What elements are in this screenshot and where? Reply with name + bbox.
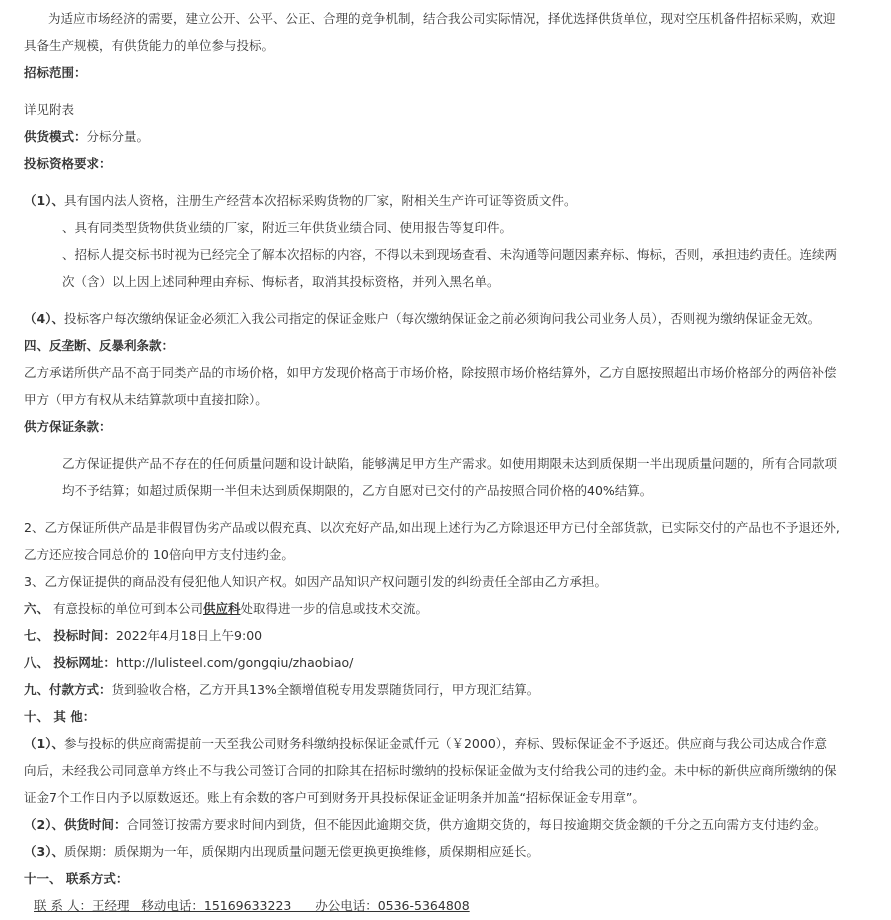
supply-mode-value: 分标分量。 — [86, 129, 150, 144]
section-8-label: 八、 投标网址： — [24, 655, 116, 670]
section-9 — [24, 681, 539, 699]
section-6-text-before: 有意投标的单位可到本公司 — [49, 601, 203, 616]
section-10-heading: 十、 其 他： — [24, 709, 96, 724]
qualification-item-2: 、具有同类型货物供货业绩的厂家，附近三年供货业绩合同、使用报告等复印件。 — [62, 220, 513, 235]
section-10-item-1-line-1 — [24, 735, 827, 753]
section-9-value: 货到验收合格，乙方开具13%全额增值税专用发票随货同行，甲方现汇结算。 — [111, 682, 540, 697]
guarantee-p1-line-2: 均不予结算；如超过质保期一半但未达到质保期限的，乙方自愿对已交付的产品按照合同价格的40%结算。 — [62, 483, 653, 498]
qualification-item-1-number: （1）、 — [24, 193, 64, 208]
anti-monopoly-line-1: 乙方承诺所供产品不高于同类产品的市场价格，如甲方发现价格高于市场价格，除按照市场价格结算外，乙方自愿按照超出市场价格部分的两倍补偿 — [24, 365, 837, 380]
supply-mode-label: 供货模式： — [24, 129, 87, 144]
qualification-item-4-number: （4）、 — [24, 311, 64, 326]
contact-info: 联 系 人：王经理 移动电话：15169633223 办公电话：0536-5364808 — [34, 898, 470, 913]
section-10-item-3-text: 质保期：质保期为一年，质保期内出现质量问题无偿更换更换维修，质保期相应延长。 — [63, 844, 539, 859]
section-10-item-3 — [24, 843, 539, 861]
guarantee-p2-line-2: 乙方还应按合同总价的 10倍向甲方支付违约金。 — [24, 547, 294, 562]
qualification-item-4 — [24, 310, 820, 328]
intro-line-1: 为适应市场经济的需要，建立公开、公平、公正、合理的竞争机制，结合我公司实际情况，择优选择供货单位，现对空压机备件招标采购，欢迎 — [48, 11, 836, 26]
supply-department-link[interactable]: 供应科 — [203, 601, 241, 616]
section-6-text-after: 处取得进一步的信息或技术交流。 — [240, 601, 429, 616]
section-6 — [24, 600, 428, 618]
anti-monopoly-line-2: 甲方（甲方有权从未结算款项中直接扣除）。 — [24, 392, 268, 407]
section-10-item-2 — [24, 816, 826, 834]
qualification-item-4-text: 投标客户每次缴纳保证金必须汇入我公司指定的保证金账户（每次缴纳保证金之前必须询问我公司业务人员），否则视为缴纳保证金无效。 — [63, 311, 821, 326]
section-10-item-1-line-2: 向后，未经我公司同意单方终止不与我公司签订合同的扣除其在招标时缴纳的投标保证金做为支付给我公司的违约金。未中标的新供应商所缴纳的保 — [24, 763, 837, 778]
supply-mode — [24, 128, 149, 146]
section-10-item-2-label: （2）、供货时间： — [24, 817, 127, 832]
section-10-item-1-text: 参与投标的供应商需提前一天至我公司财务科缴纳投标保证金贰仟元（￥2000），弃标、毁标保证金不予返还。供应商与我公司达成合作意 — [63, 736, 828, 751]
guarantee-heading: 供方保证条款： — [24, 419, 112, 434]
section-8 — [24, 654, 353, 672]
scope-heading: 招标范围： — [24, 65, 87, 80]
guarantee-p1-line-1: 乙方保证提供产品不存在的任何质量问题和设计缺陷，能够满足甲方生产需求。如使用期限未达到质保期一半出现质量问题的，所有合同款项 — [62, 456, 838, 471]
section-10-item-3-number: （3）、 — [24, 844, 64, 859]
qualification-item-3-line-2: 次（含）以上因上述同种理由弃标、悔标者，取消其投标资格，并列入黑名单。 — [62, 274, 500, 289]
section-10-item-2-text: 合同签订按需方要求时间内到货，但不能因此逾期交货，供方逾期交货的，每日按逾期交货金额的千分之五向需方支付违约金。 — [126, 817, 827, 832]
section-7-label: 七、 投标时间： — [24, 628, 116, 643]
scope-detail: 详见附表 — [24, 102, 75, 117]
qualification-item-1 — [24, 192, 576, 210]
qualification-item-1-text: 具有国内法人资格，注册生产经营本次招标采购货物的厂家，附相关生产许可证等资质文件。 — [63, 193, 577, 208]
section-10-item-1-number: （1）、 — [24, 736, 64, 751]
bid-website-url[interactable]: http://lulisteel.com/gongqiu/zhaobiao/ — [115, 655, 354, 670]
section-7-value: 2022年4月18日上午9:00 — [115, 628, 263, 643]
intro-line-2: 具备生产规模，有供货能力的单位参与投标。 — [24, 38, 275, 53]
section-11-heading: 十一、 联系方式： — [24, 871, 129, 886]
section-6-number: 六、 — [24, 601, 50, 616]
anti-monopoly-heading: 四、反垄断、反暴利条款： — [24, 338, 175, 353]
guarantee-p2-line-1: 2、乙方保证所供产品是非假冒伪劣产品或以假充真、以次充好产品,如出现上述行为乙方除退还甲方已付全部货款，已实际交付的产品也不予退还外, — [24, 520, 840, 535]
qualification-item-3-line-1: 、招标人提交标书时视为已经完全了解本次招标的内容，不得以未到现场查看、未沟通等问题因素弃标、悔标，否则，承担违约责任。连续两 — [62, 247, 838, 262]
guarantee-p3: 3、乙方保证提供的商品没有侵犯他人知识产权。如因产品知识产权问题引发的纠纷责任全部由乙方承担。 — [24, 574, 607, 589]
section-10-item-1-line-3: 证金7个工作日内予以原数返还。账上有余数的客户可到财务开具投标保证金证明条并加盖“招标保证金专用章”。 — [24, 790, 645, 805]
qualification-heading: 投标资格要求： — [24, 156, 112, 171]
section-7 — [24, 627, 262, 645]
section-9-label: 九、付款方式： — [24, 682, 112, 697]
